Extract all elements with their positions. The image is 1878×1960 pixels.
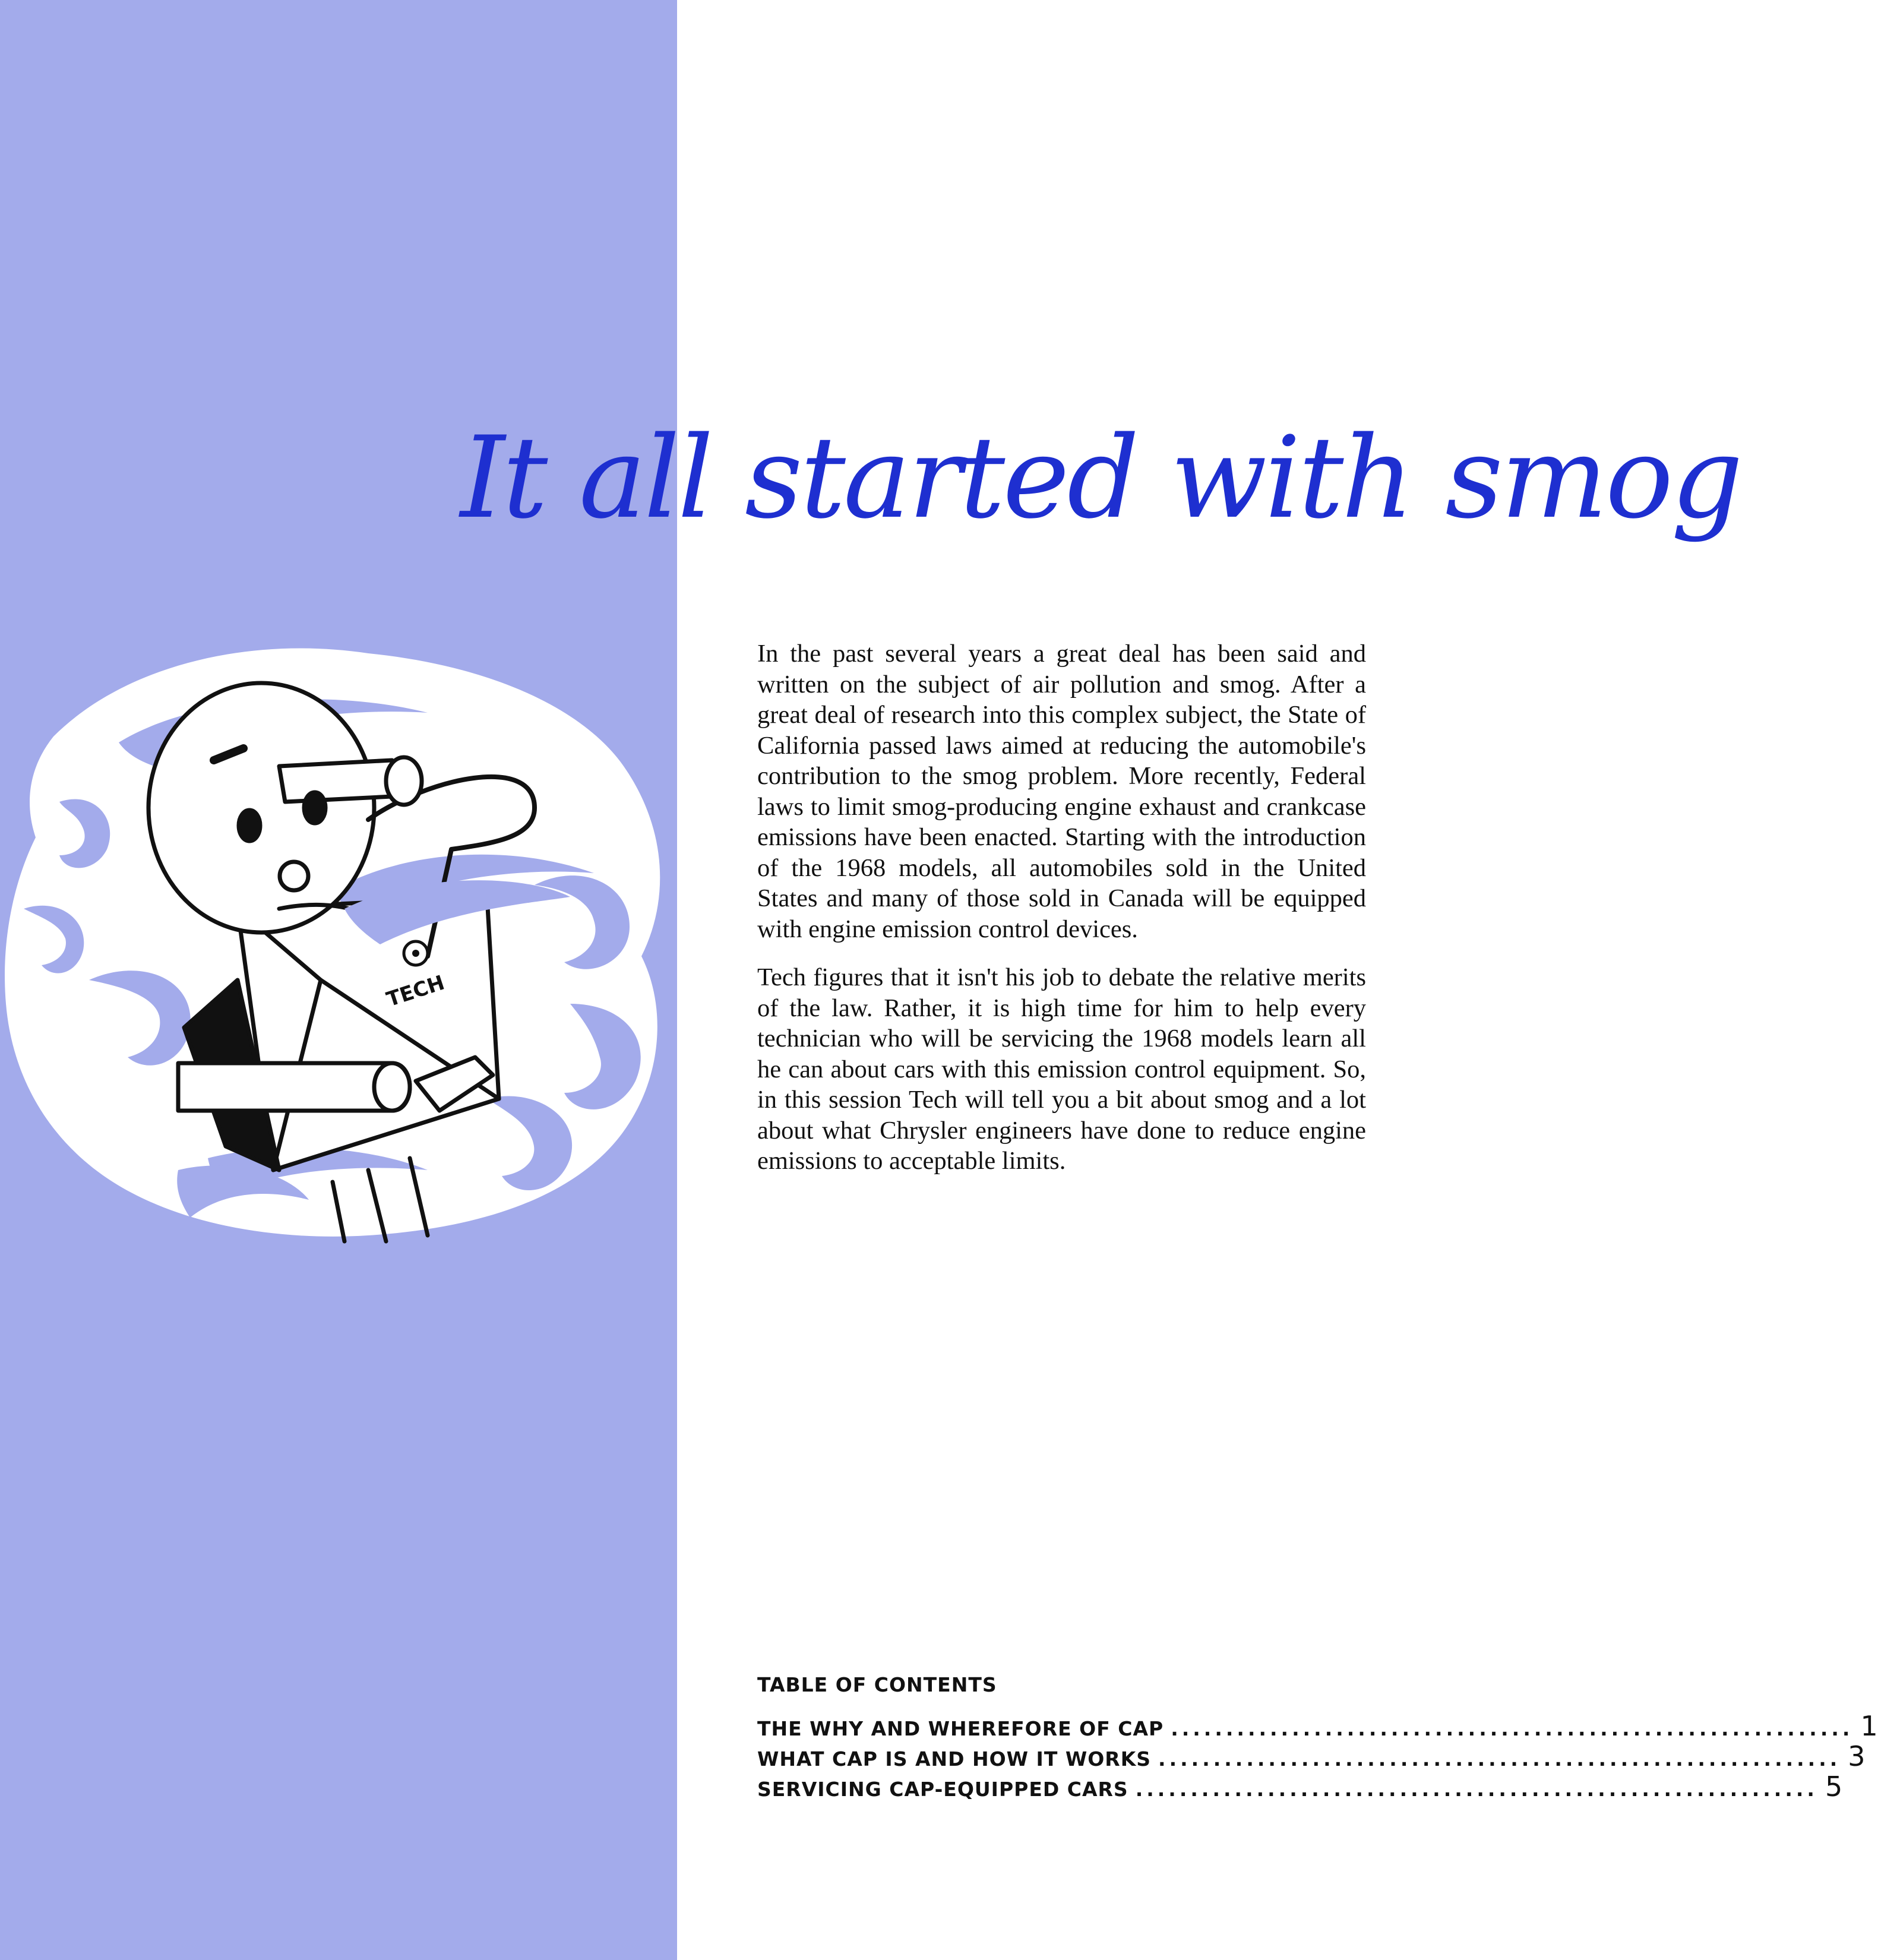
toc-entry[interactable]: [757, 1740, 1866, 1772]
toc-entry-page: 1: [1860, 1710, 1878, 1742]
badge-text: TECH: [384, 970, 448, 1012]
tech-mascot-illustration: [0, 647, 683, 1301]
body-text: [757, 638, 1366, 1194]
toc-entry-page: 3: [1848, 1740, 1866, 1772]
toc-heading: TABLE OF CONTENTS: [757, 1673, 997, 1696]
table-of-contents: [757, 1672, 1878, 1803]
toc-leader-dots: ..............................................................: [1158, 1747, 1841, 1771]
toc-entry[interactable]: [757, 1771, 1843, 1803]
toc-entry-label: SERVICING CAP-EQUIPPED CARS: [757, 1778, 1128, 1801]
page-title: It all started with smog: [460, 412, 1741, 543]
tech-paragraph: Tech figures that it isn't his job to debate the relative merits of the law. Rather, it is high time for him to help every technician who will be servicing the 1968 models learn all he can about cars with this emission control equipment. So, in this session Tech will tell you a bit about smog and a lot about what Chrysler engineers have done to reduce engine emissions to acceptable limits.: [757, 963, 1366, 1175]
toc-entry-page: 5: [1825, 1771, 1843, 1803]
toc-leader-dots: ..............................................................: [1135, 1778, 1818, 1801]
toc-entry-label: THE WHY AND WHEREFORE OF CAP: [757, 1717, 1164, 1740]
intro-paragraph: In the past several years a great deal has been said and written on the subject of air pollution and smog. After a great deal of research into this complex subject, the State of California passed laws aimed at reducing the automobile's contribution to the smog problem. More recently, Federal laws to limit smog-producing engine exhaust and crankcase emissions have been enacted. Starting with the introduction of the 1968 models, all automobiles sold in the United States and many of those sold in Canada will be equipped with engine emission control devices.: [757, 640, 1366, 943]
toc-leader-dots: ..............................................................: [1171, 1717, 1854, 1740]
toc-entry-label: WHAT CAP IS AND HOW IT WORKS: [757, 1747, 1152, 1771]
toc-entry[interactable]: [757, 1710, 1878, 1742]
